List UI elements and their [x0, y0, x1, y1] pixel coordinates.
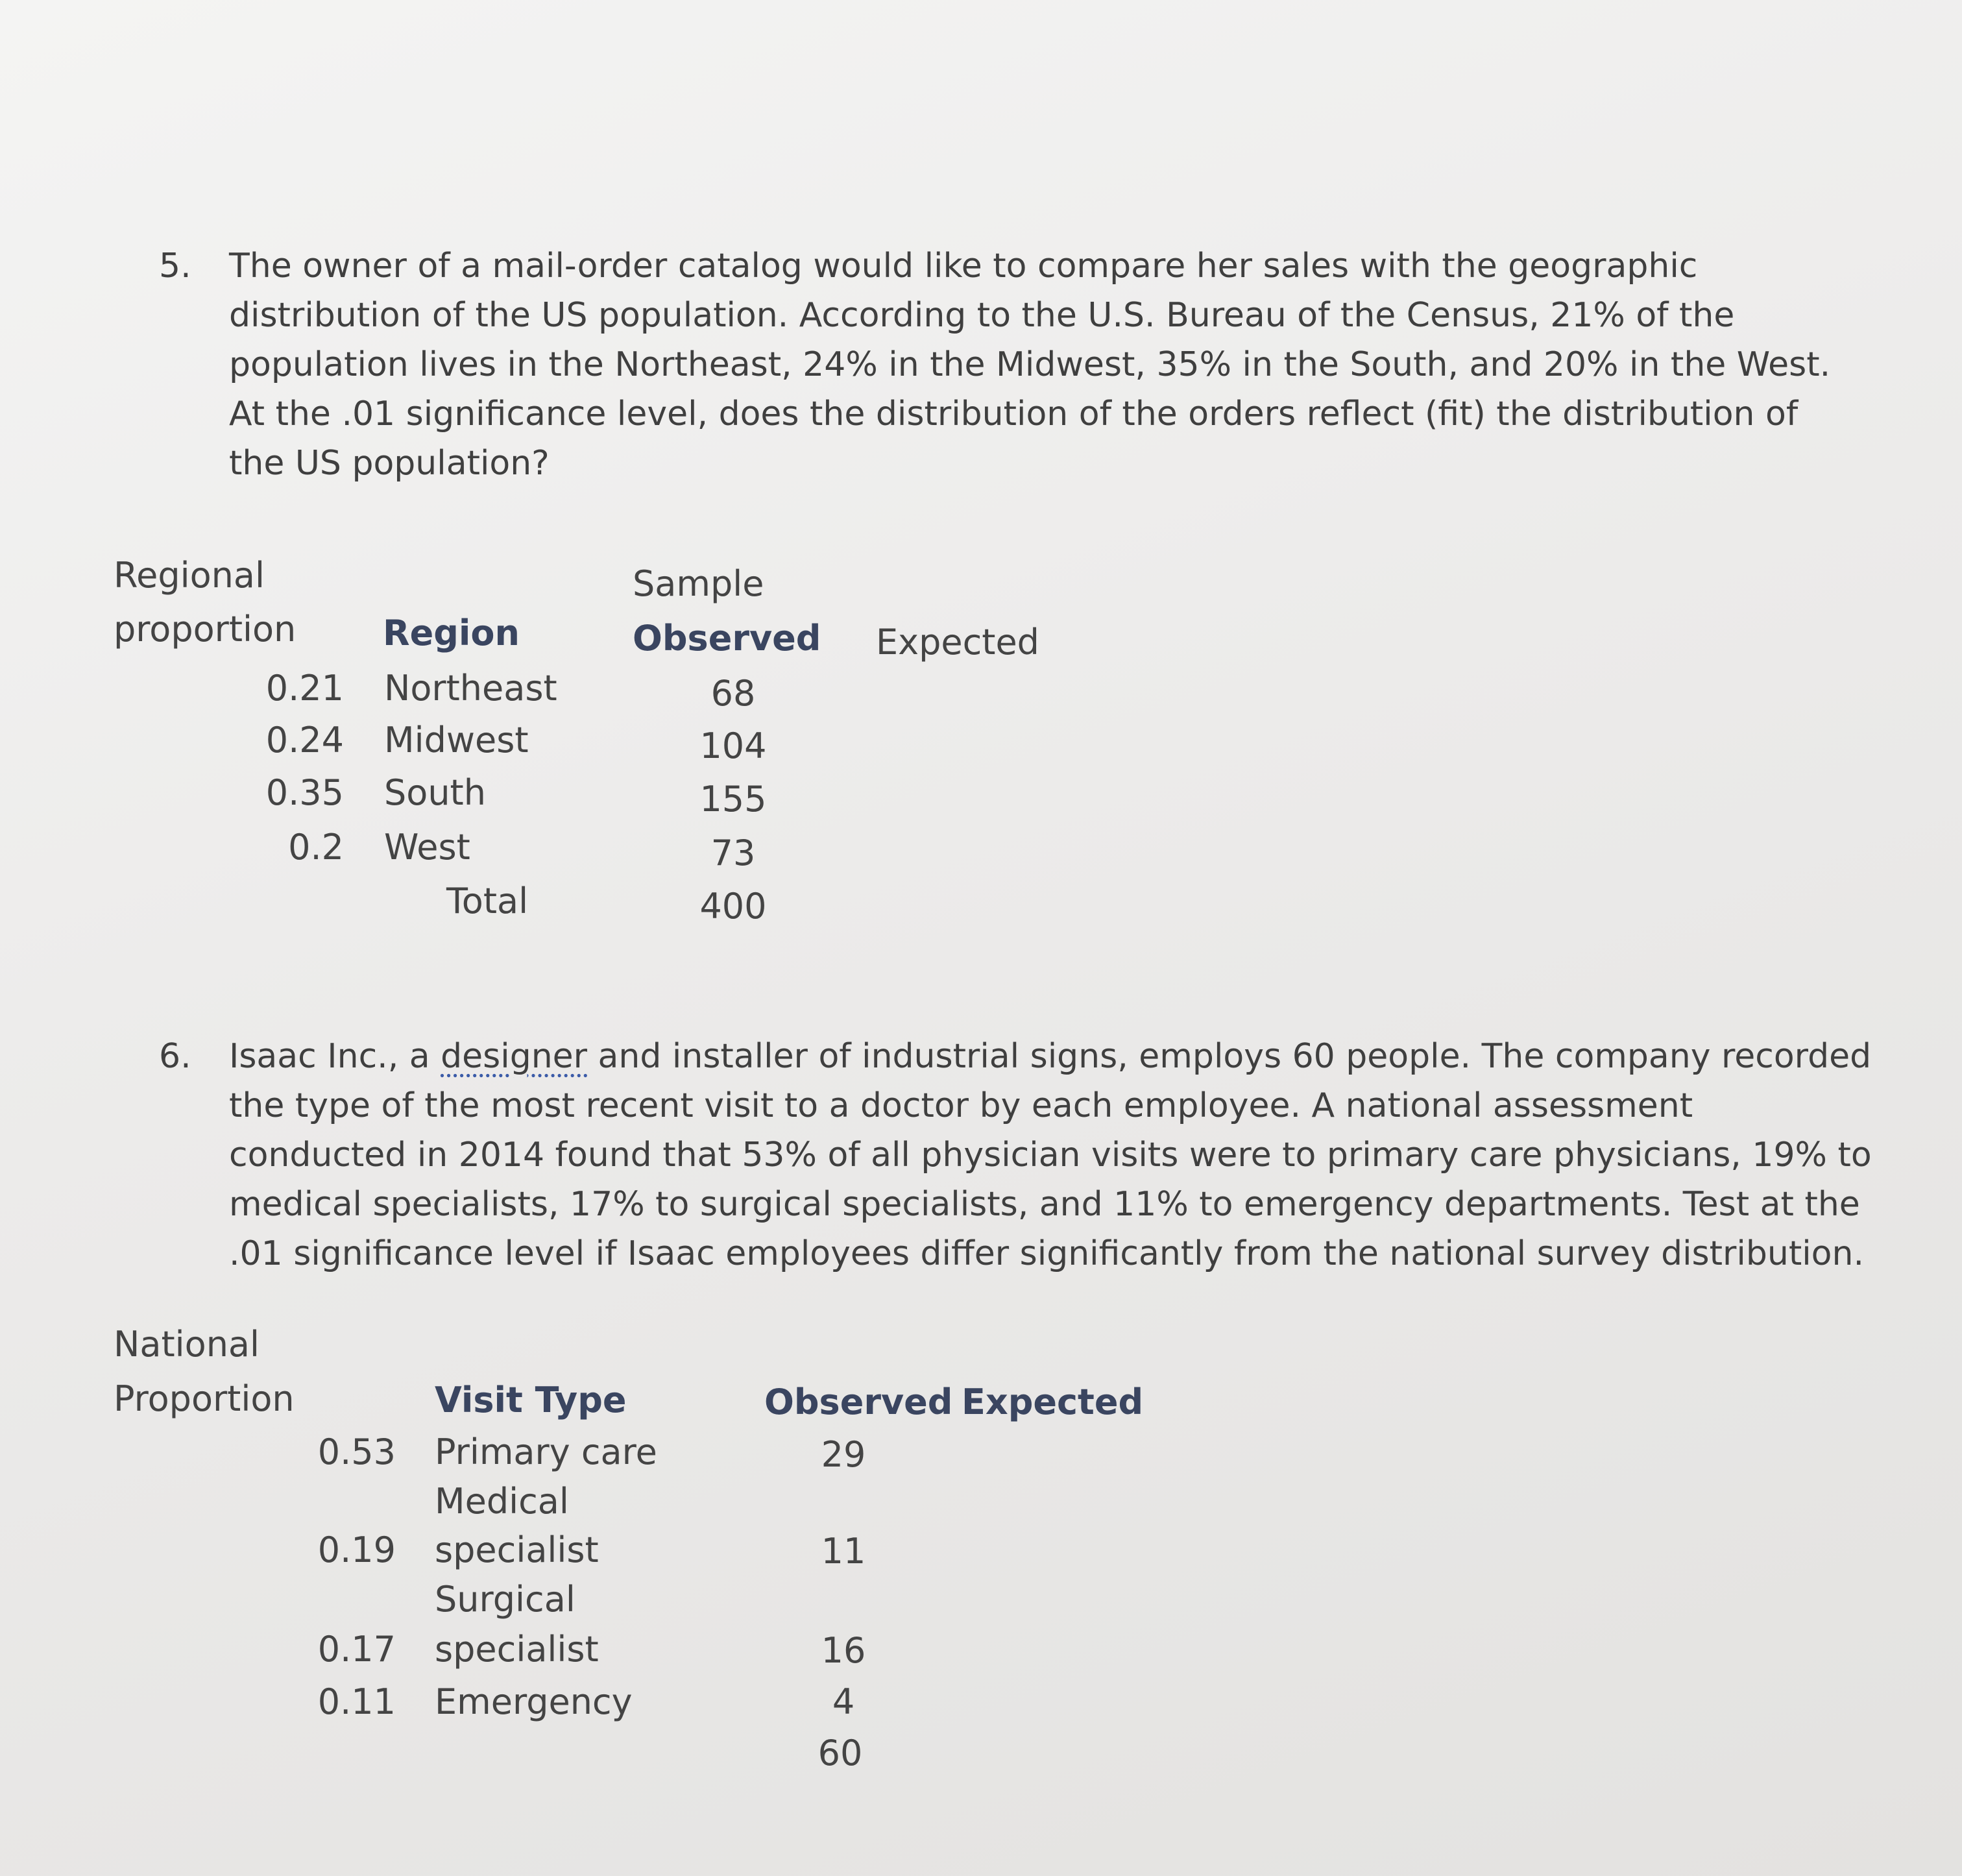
row-visit-type: Primary care [435, 1431, 657, 1472]
row-region: Midwest [384, 720, 529, 761]
row-observed: 155 [699, 779, 767, 820]
question-5 [159, 241, 1859, 501]
header-national: National [114, 1324, 260, 1365]
row-region: South [384, 772, 486, 813]
question-5-line: distribution of the US population. According to the U.S. Bureau of the Census, 21% of the [229, 296, 1735, 335]
question-5-text [229, 241, 1830, 488]
row-visit-type: Emergency [435, 1681, 633, 1722]
row-proportion: 0.35 [265, 772, 344, 813]
header-proportion: proportion [114, 609, 297, 650]
header-sample: Sample [633, 563, 764, 604]
question-6 [159, 1032, 1911, 1291]
row-observed: 29 [821, 1434, 866, 1475]
row-region: Northeast [384, 668, 557, 709]
question-6-line: .01 significance level if Isaac employees differ significantly from the national survey distribution. [229, 1234, 1864, 1273]
total-label: Total [446, 881, 529, 921]
question-5-line: At the .01 significance level, does the distribution of the orders reflect (fit) the distribution of [229, 395, 1798, 433]
question-6-line: the type of the most recent visit to a doctor by each employee. A national assessment [229, 1086, 1693, 1125]
header-observed: Observed [764, 1382, 953, 1422]
row-proportion: 0.17 [317, 1629, 396, 1670]
question-6-line [229, 1032, 1872, 1081]
question-5-line: population lives in the Northeast, 24% in the Midwest, 35% in the South, and 20% in the West. [229, 345, 1831, 384]
row-region: West [384, 827, 470, 868]
question-6-text-segment: and installer of industrial signs, employs 60 people. The company recorded [587, 1037, 1872, 1076]
row-visit-type: Medical [435, 1481, 569, 1522]
row-proportion: 0.53 [317, 1431, 396, 1472]
question-5-number: 5. [159, 247, 191, 286]
spelling-flag-designer[interactable]: designer [441, 1037, 588, 1076]
header-visit-type: Visit Type [435, 1380, 627, 1420]
header-expected: Expected [876, 622, 1039, 663]
row-proportion: 0.11 [317, 1681, 396, 1722]
header-regional: Regional [114, 555, 265, 596]
question-6-text-segment: Isaac Inc., a [229, 1037, 441, 1076]
row-visit-type: specialist [435, 1629, 599, 1670]
header-expected: Expected [962, 1382, 1144, 1422]
row-observed: 68 [710, 673, 756, 714]
row-observed: 16 [821, 1630, 866, 1671]
row-visit-type: specialist [435, 1529, 599, 1570]
row-proportion: 0.19 [317, 1529, 396, 1570]
row-observed: 104 [699, 725, 767, 766]
question-5-line: The owner of a mail-order catalog would like to compare her sales with the geographic [229, 247, 1698, 286]
row-observed: 73 [710, 833, 756, 873]
question-5-line: the US population? [229, 444, 550, 483]
question-6-line: medical specialists, 17% to surgical specialists, and 11% to emergency departments. Test at the [229, 1185, 1860, 1224]
row-proportion: 0.24 [265, 720, 344, 761]
question-6-number: 6. [159, 1037, 191, 1076]
question-6-line: conducted in 2014 found that 53% of all physician visits were to primary care physicians, 19% to [229, 1136, 1872, 1175]
row-proportion: 0.2 [288, 827, 344, 868]
header-region: Region [383, 613, 520, 653]
total-value: 400 [699, 886, 767, 927]
row-visit-type: Surgical [435, 1579, 575, 1620]
row-observed: 4 [832, 1681, 855, 1722]
question-6-text [229, 1032, 1872, 1278]
total-value: 60 [818, 1733, 863, 1773]
row-observed: 11 [821, 1531, 866, 1572]
row-proportion: 0.21 [265, 668, 344, 709]
header-proportion: Proportion [114, 1378, 295, 1419]
header-observed: Observed [633, 618, 821, 659]
